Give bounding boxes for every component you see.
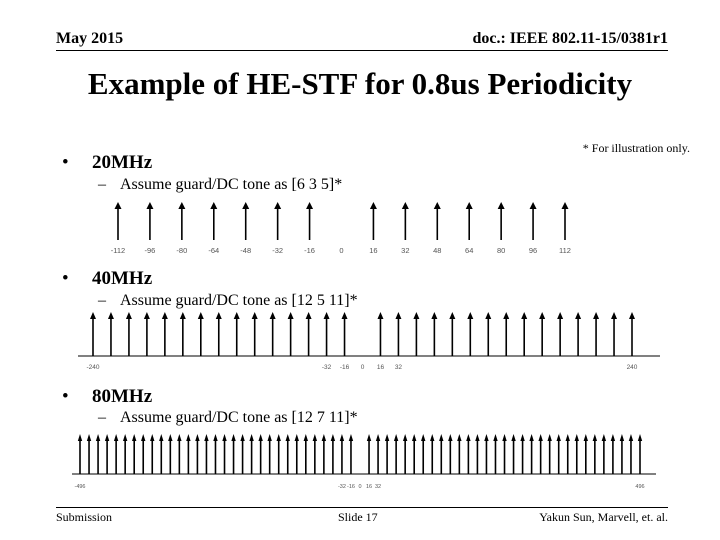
tone-arrow-head — [204, 434, 208, 441]
tone-arrow-head — [562, 202, 569, 209]
tone-arrow-head — [403, 434, 407, 441]
tone-arrow-head — [475, 434, 479, 441]
tone-arrow-head — [376, 434, 380, 441]
footer-divider — [56, 507, 668, 508]
tone-arrow-head — [466, 434, 470, 441]
tone-arrow-head — [434, 202, 441, 209]
tone-arrow-head — [521, 312, 527, 319]
tone-diagram-40mhz — [0, 306, 720, 376]
tone-arrow-head — [162, 312, 168, 319]
tone-arrow-head — [467, 312, 473, 319]
tone-arrow-head — [557, 312, 563, 319]
bullet-label: 40MHz — [92, 268, 153, 289]
tone-arrow-head — [638, 434, 642, 441]
tone-arrow-head — [629, 434, 633, 441]
tone-arrow-head — [146, 202, 153, 209]
subbullet-20mhz — [98, 176, 342, 194]
tone-arrow-head — [105, 434, 109, 441]
tone-arrow-head — [466, 202, 473, 209]
tone-arrow-head — [385, 434, 389, 441]
footer-slide-number: Slide 17 — [338, 510, 378, 524]
footer-submission: Submission — [56, 510, 113, 524]
tone-arrow-head — [421, 434, 425, 441]
tone-arrow-head — [213, 434, 217, 441]
tone-arrow-head — [575, 434, 579, 441]
bullet-40mhz — [62, 268, 152, 290]
tone-arrow-head — [108, 312, 114, 319]
tone-arrow-head — [529, 434, 533, 441]
tick-label: 96 — [528, 246, 538, 255]
tone-diagram-80mhz — [0, 428, 720, 494]
bullet-80mhz — [62, 386, 152, 408]
bullet-label: 80MHz — [92, 386, 153, 407]
tone-arrow-head — [258, 434, 262, 441]
sub-dash: – — [98, 409, 106, 426]
tone-arrow-head — [449, 312, 455, 319]
tone-arrow-head — [457, 434, 461, 441]
bullet-dot: • — [62, 152, 69, 173]
tick-label: -240 — [86, 364, 100, 371]
tone-arrow-head — [349, 434, 353, 441]
sub-dash: – — [98, 292, 106, 309]
bullet-label: 20MHz — [92, 152, 153, 173]
tone-arrow-head — [430, 434, 434, 441]
tone-arrow-head — [620, 434, 624, 441]
tone-arrow-head — [216, 312, 222, 319]
sub-text: Assume guard/DC tone as [12 7 11]* — [120, 409, 358, 426]
tone-arrow-head — [306, 312, 312, 319]
tone-arrow-head — [277, 434, 281, 441]
tone-arrow-head — [520, 434, 524, 441]
subbullet-80mhz — [98, 409, 358, 427]
tick-label: -96 — [144, 246, 156, 255]
tick-label: -80 — [176, 246, 188, 255]
bullet-dot: • — [62, 386, 69, 407]
tone-arrow-head — [178, 202, 185, 209]
tone-arrow-head — [90, 312, 96, 319]
tone-arrow-head — [530, 202, 537, 209]
tone-arrow-head — [242, 202, 249, 209]
tick-label: 0 — [360, 364, 365, 371]
tick-label: 496 — [635, 484, 645, 490]
tone-arrow-head — [267, 434, 271, 441]
tone-arrow-head — [340, 434, 344, 441]
tone-arrow-head — [566, 434, 570, 441]
tick-label: 32 — [375, 484, 382, 490]
tone-arrow-head — [575, 312, 581, 319]
tone-arrow-head — [629, 312, 635, 319]
tone-arrow-head — [159, 434, 163, 441]
tone-arrow-head — [288, 312, 294, 319]
sub-text: Assume guard/DC tone as [12 5 11]* — [120, 292, 358, 309]
tick-label: -112 — [110, 246, 126, 255]
tick-label: 112 — [559, 246, 571, 255]
tone-arrow-head — [538, 434, 542, 441]
tone-arrow-head — [502, 434, 506, 441]
tone-arrow-head — [234, 312, 240, 319]
tone-arrow-head — [412, 434, 416, 441]
tone-arrow-head — [249, 434, 253, 441]
tone-arrow-head — [274, 202, 281, 209]
tone-arrow-head — [168, 434, 172, 441]
tone-arrow-head — [324, 312, 330, 319]
tick-label: 16 — [376, 364, 385, 371]
tone-arrow-head — [295, 434, 299, 441]
tick-label: -16 — [304, 246, 315, 255]
tone-arrow-head — [342, 312, 348, 319]
tone-arrow-head — [584, 434, 588, 441]
tone-arrow-head — [539, 312, 545, 319]
tone-arrow-head — [503, 312, 509, 319]
tone-arrow-head — [511, 434, 515, 441]
header-divider — [56, 50, 668, 51]
tone-arrow-head — [331, 434, 335, 441]
tick-label: 0 — [339, 246, 344, 255]
tick-label: -496 — [74, 484, 86, 490]
slide-title: Example of HE-STF for 0.8us Periodicity — [87, 66, 633, 101]
tone-arrow-head — [498, 202, 505, 209]
tone-arrow-head — [180, 312, 186, 319]
tick-label: 240 — [626, 364, 638, 371]
tone-arrow-head — [402, 202, 409, 209]
footer-authors: Yakun Sun, Marvell, et. al. — [539, 510, 668, 524]
tick-label: 32 — [401, 246, 410, 255]
tick-label: 48 — [433, 246, 442, 255]
illustration-note: * For illustration only. — [582, 141, 690, 155]
tone-arrow-head — [123, 434, 127, 441]
tone-arrow-head — [252, 312, 258, 319]
tone-arrow-head — [413, 312, 419, 319]
tone-arrow-head — [431, 312, 437, 319]
tone-arrow-head — [186, 434, 190, 441]
tone-arrow-head — [439, 434, 443, 441]
tick-label: -32 — [272, 246, 284, 255]
tone-arrow-head — [177, 434, 181, 441]
bullet-dot: • — [62, 268, 69, 289]
tone-arrow-head — [377, 312, 383, 319]
tone-arrow-head — [484, 434, 488, 441]
tone-arrow-head — [370, 202, 377, 209]
tone-arrow-head — [322, 434, 326, 441]
tick-label: 16 — [369, 246, 378, 255]
tone-arrow-head — [115, 202, 122, 209]
tone-arrow-head — [304, 434, 308, 441]
tick-label: 0 — [358, 484, 362, 490]
tick-label: -32 — [337, 484, 346, 490]
tone-arrow-head — [493, 434, 497, 441]
tone-arrow-head — [231, 434, 235, 441]
tone-arrow-head — [270, 312, 276, 319]
tick-label: -48 — [240, 246, 252, 255]
tone-arrow-head — [593, 312, 599, 319]
tone-arrow-head — [611, 434, 615, 441]
tone-arrow-head — [144, 312, 150, 319]
tone-arrow-head — [367, 434, 371, 441]
tone-arrow-head — [114, 434, 118, 441]
tone-arrow-head — [395, 312, 401, 319]
tick-label: 64 — [465, 246, 474, 255]
tone-arrow-head — [557, 434, 561, 441]
tone-arrow-head — [198, 312, 204, 319]
tone-arrow-head — [485, 312, 491, 319]
header-doc-id: doc.: IEEE 802.11-15/0381r1 — [472, 30, 668, 47]
tone-arrow-head — [78, 434, 82, 441]
tone-arrow-head — [96, 434, 100, 441]
sub-text: Assume guard/DC tone as [6 3 5]* — [120, 176, 343, 193]
tone-arrow-head — [313, 434, 317, 441]
tone-arrow-head — [602, 434, 606, 441]
tone-arrow-head — [448, 434, 452, 441]
tone-arrow-head — [547, 434, 551, 441]
header-date: May 2015 — [56, 30, 124, 47]
tick-label: 80 — [496, 246, 506, 255]
tone-arrow-head — [593, 434, 597, 441]
sub-dash: – — [98, 176, 106, 193]
tick-label: 16 — [365, 484, 373, 490]
tone-arrow-head — [126, 312, 132, 319]
tone-arrow-head — [87, 434, 91, 441]
tone-arrow-head — [132, 434, 136, 441]
tone-arrow-head — [611, 312, 617, 319]
tone-arrow-head — [195, 434, 199, 441]
tick-label: -16 — [339, 364, 350, 371]
tone-arrow-head — [306, 202, 313, 209]
tone-arrow-head — [394, 434, 398, 441]
tone-arrow-head — [141, 434, 145, 441]
tick-label: 32 — [394, 364, 403, 371]
tick-label: -16 — [346, 484, 355, 490]
tone-arrow-head — [150, 434, 154, 441]
tone-arrow-head — [222, 434, 226, 441]
tone-diagram-20mhz — [0, 196, 720, 260]
tone-arrow-head — [210, 202, 217, 209]
tone-arrow-head — [286, 434, 290, 441]
tick-label: -64 — [208, 246, 220, 255]
tone-arrow-head — [240, 434, 244, 441]
bullet-20mhz — [62, 152, 152, 174]
tick-label: -32 — [321, 364, 332, 371]
